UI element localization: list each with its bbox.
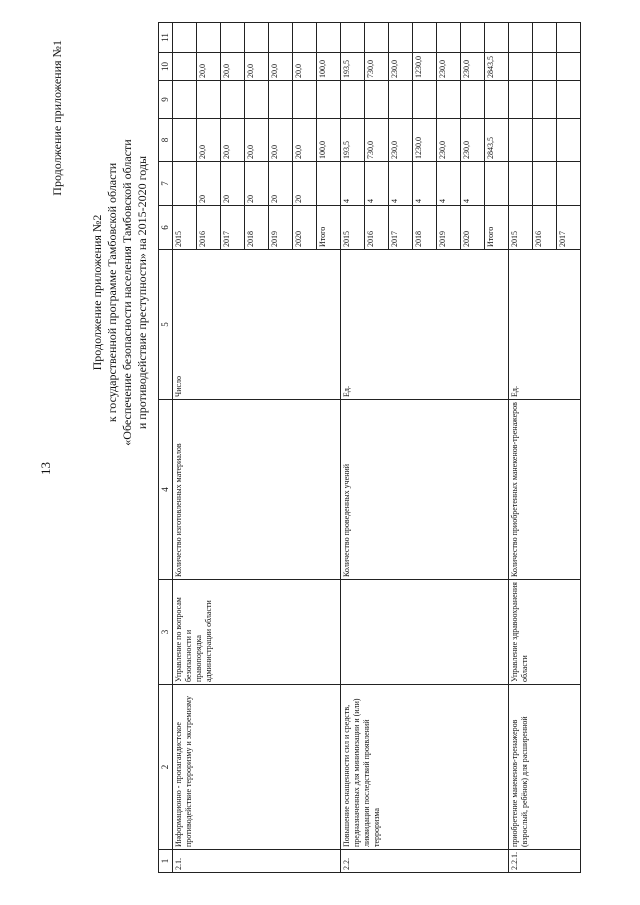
value-cell	[173, 23, 197, 53]
value-cell: 4	[365, 162, 389, 206]
col-header: 10	[159, 53, 173, 81]
value-cell: 20,0	[197, 53, 221, 81]
value-cell	[509, 81, 533, 119]
year-cell: 2018	[245, 206, 269, 250]
value-cell	[461, 81, 485, 119]
appendix-line: к государственной программе Тамбовской области	[105, 162, 119, 423]
value-cell	[485, 23, 509, 53]
value-cell	[509, 23, 533, 53]
value-cell: 230,0	[389, 53, 413, 81]
value-cell: 4	[389, 162, 413, 206]
value-cell: 230,0	[461, 119, 485, 162]
col-header: 9	[159, 81, 173, 119]
value-cell: 4	[341, 162, 365, 206]
value-cell: 230,0	[389, 119, 413, 162]
value-cell: 4	[461, 162, 485, 206]
col-header: 6	[159, 206, 173, 250]
value-cell	[533, 23, 557, 53]
col-header: 3	[159, 580, 173, 685]
value-cell	[557, 119, 581, 162]
executor-cell: Управление здравоохранения области	[509, 580, 581, 685]
table-row	[341, 23, 365, 873]
unit-cell: Ед.	[341, 250, 509, 400]
continuation-title: Продолжение приложения №1	[50, 40, 64, 196]
value-cell: 20,0	[221, 119, 245, 162]
year-cell: 2015	[509, 206, 533, 250]
value-cell: 20,0	[245, 119, 269, 162]
year-cell: 2015	[341, 206, 365, 250]
value-cell	[293, 23, 317, 53]
col-header: 4	[159, 400, 173, 580]
value-cell	[221, 23, 245, 53]
col-header: 11	[159, 23, 173, 53]
col-header: 2	[159, 685, 173, 850]
value-cell: 20,0	[269, 53, 293, 81]
value-cell	[197, 81, 221, 119]
value-cell: 4	[413, 162, 437, 206]
year-cell: Итого	[485, 206, 509, 250]
value-cell: 20	[245, 162, 269, 206]
value-cell	[317, 162, 341, 206]
table-row	[173, 23, 197, 873]
executor-cell: Управление по вопросам безопасности и правопорядка администрации области	[173, 580, 341, 685]
value-cell: 20	[293, 162, 317, 206]
value-cell	[269, 23, 293, 53]
value-cell: 230,0	[437, 119, 461, 162]
value-cell: 230,0	[437, 53, 461, 81]
page-number: 13	[38, 462, 53, 475]
value-cell	[557, 162, 581, 206]
appendix-header	[90, 30, 150, 555]
year-cell: 2016	[533, 206, 557, 250]
value-cell: 1230,0	[413, 53, 437, 81]
value-cell	[341, 81, 365, 119]
value-cell: 2843,5	[485, 119, 509, 162]
value-cell	[509, 162, 533, 206]
year-cell: 2015	[173, 206, 197, 250]
appendix-line: и противодействие преступности» на 2015-2020 годы	[135, 155, 149, 430]
value-cell: 193,5	[341, 53, 365, 81]
value-cell: 730,0	[365, 119, 389, 162]
value-cell: 193,5	[341, 119, 365, 162]
year-cell: 2019	[437, 206, 461, 250]
value-cell	[389, 23, 413, 53]
value-cell: 20,0	[269, 119, 293, 162]
value-cell	[221, 81, 245, 119]
value-cell	[485, 81, 509, 119]
value-cell: 20,0	[293, 53, 317, 81]
value-cell	[413, 81, 437, 119]
value-cell	[293, 81, 317, 119]
value-cell: 20	[197, 162, 221, 206]
value-cell	[533, 53, 557, 81]
indicator-cell: Количество проведенных учений	[341, 400, 509, 580]
measure-name: Информационно - пропагандистское противодействие терроризму и экстремизму	[173, 685, 341, 850]
appendix-line: Продолжение приложения №2	[90, 214, 104, 371]
year-cell: 2020	[461, 206, 485, 250]
table-body	[173, 23, 581, 873]
value-cell	[173, 119, 197, 162]
unit-cell: Ед.	[509, 250, 581, 400]
value-cell	[533, 119, 557, 162]
executor-cell	[341, 580, 509, 685]
value-cell	[533, 162, 557, 206]
value-cell: 730,0	[365, 53, 389, 81]
value-cell	[437, 23, 461, 53]
col-header: 1	[159, 850, 173, 873]
year-cell: 2017	[221, 206, 245, 250]
value-cell	[245, 23, 269, 53]
year-cell: 2017	[389, 206, 413, 250]
row-number: 2.2.1.	[509, 850, 581, 873]
year-cell: 2018	[413, 206, 437, 250]
value-cell	[341, 23, 365, 53]
value-cell	[485, 162, 509, 206]
value-cell	[557, 53, 581, 81]
value-cell: 230,0	[461, 53, 485, 81]
table-row	[509, 23, 533, 873]
value-cell: 20	[269, 162, 293, 206]
value-cell	[509, 119, 533, 162]
year-cell: 2019	[269, 206, 293, 250]
appendix-line: «Обеспечение безопасности населения Тамбовской области	[120, 139, 134, 446]
col-header: 7	[159, 162, 173, 206]
indicator-cell: Количество приобретенных манекенов-тренажеров	[509, 400, 581, 580]
value-cell	[173, 53, 197, 81]
value-cell	[557, 23, 581, 53]
header-row	[159, 23, 173, 873]
indicator-cell: Количество изготовленных материалов	[173, 400, 341, 580]
value-cell: 100,0	[317, 53, 341, 81]
col-header: 8	[159, 119, 173, 162]
program-table	[158, 22, 581, 873]
value-cell	[317, 23, 341, 53]
value-cell	[437, 81, 461, 119]
year-cell: 2016	[365, 206, 389, 250]
row-number: 2.1.	[173, 850, 341, 873]
value-cell	[509, 53, 533, 81]
value-cell	[461, 23, 485, 53]
value-cell	[389, 81, 413, 119]
row-number: 2.2.	[341, 850, 509, 873]
value-cell: 20,0	[293, 119, 317, 162]
value-cell	[245, 81, 269, 119]
value-cell: 1230,0	[413, 119, 437, 162]
value-cell: 20	[221, 162, 245, 206]
value-cell	[413, 23, 437, 53]
value-cell	[365, 23, 389, 53]
value-cell	[557, 81, 581, 119]
value-cell	[197, 23, 221, 53]
value-cell: 20,0	[221, 53, 245, 81]
value-cell: 20,0	[197, 119, 221, 162]
value-cell	[173, 162, 197, 206]
value-cell	[365, 81, 389, 119]
col-header: 5	[159, 250, 173, 400]
unit-cell: Число	[173, 250, 341, 400]
value-cell: 20,0	[245, 53, 269, 81]
year-cell: 2016	[197, 206, 221, 250]
value-cell	[269, 81, 293, 119]
value-cell	[533, 81, 557, 119]
value-cell	[173, 81, 197, 119]
value-cell: 2843,5	[485, 53, 509, 81]
measure-name: Повышение оснащенности сил и средств, предназначенных для минимизации и (или) ликвидации последствий проявлений терроризма	[341, 685, 509, 850]
year-cell: 2017	[557, 206, 581, 250]
value-cell: 100,0	[317, 119, 341, 162]
value-cell: 4	[437, 162, 461, 206]
value-cell	[317, 81, 341, 119]
year-cell: 2020	[293, 206, 317, 250]
measure-name: приобретение манекенов-тренажеров (взрослый, ребёнок) для расширенной	[509, 685, 581, 850]
year-cell: Итого	[317, 206, 341, 250]
